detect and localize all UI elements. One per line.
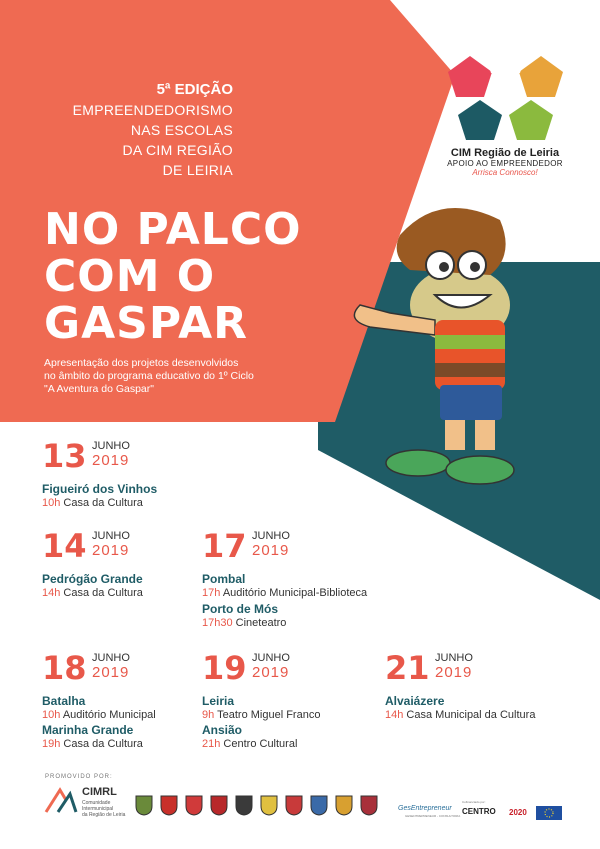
event-location: Auditório Municipal	[62, 709, 156, 721]
gaspar-mascot-illustration	[340, 195, 560, 495]
edition-line: DE LEIRIA	[162, 162, 233, 178]
edition-line: DA CIM REGIÃO	[122, 142, 233, 158]
subtitle-line: Apresentação dos projetos desenvolvidos	[44, 357, 239, 369]
event-day: 18	[42, 649, 87, 687]
event-day: 17	[202, 527, 247, 565]
event-location: Centro Cultural	[223, 738, 298, 750]
event-place: Leiria	[202, 694, 235, 708]
event-location: Auditório Municipal-Biblioteca	[222, 587, 368, 599]
cofinanced-label: Cofinanciado por:	[462, 800, 486, 804]
event-year: 2019	[435, 664, 473, 681]
title-line: COM O	[44, 251, 216, 302]
event-month: JUNHO	[92, 652, 130, 664]
event-time: 14h	[42, 587, 61, 599]
promoted-by-label: PROMOVIDO POR:	[45, 774, 113, 780]
subtitle-line: "A Aventura do Gaspar"	[44, 383, 154, 395]
gesentrepreneur-logo: GesEntrepreneur	[398, 805, 452, 812]
event-detail	[202, 587, 367, 600]
event-time: 21h	[202, 738, 221, 750]
event-place: Ansião	[202, 723, 243, 737]
title-line: GASPAR	[44, 298, 248, 349]
event-year: 2019	[92, 542, 130, 559]
event-day: 13	[42, 437, 87, 475]
event-location: Casa Municipal da Cultura	[406, 709, 536, 721]
event-detail	[42, 738, 143, 751]
event-year: 2019	[92, 452, 130, 469]
cimrl-logo-icon	[44, 784, 78, 816]
event-detail	[202, 738, 297, 751]
event-location: Casa da Cultura	[63, 738, 143, 750]
cim-logo-tagline: APOIO AO EMPREENDEDOR	[447, 159, 563, 168]
event-month: JUNHO	[252, 530, 290, 542]
event-detail	[42, 587, 143, 600]
cim-logo-name: CIM Região de Leiria	[450, 147, 560, 159]
event-detail	[42, 709, 156, 722]
event-month: JUNHO	[252, 652, 290, 664]
cim-logo-slogan: Arrisca Connosco!	[472, 168, 538, 177]
event-day: 14	[42, 527, 87, 565]
event-month: JUNHO	[92, 440, 130, 452]
logo-petal	[483, 40, 528, 73]
event-detail	[202, 617, 286, 630]
cimrl-name: CIMRL	[82, 786, 117, 798]
event-year: 2019	[92, 664, 130, 681]
event-place: Pombal	[202, 572, 246, 586]
municipal-crest-icon	[360, 794, 378, 816]
centro-logo: CENTRO	[462, 807, 496, 816]
event-day: 19	[202, 649, 247, 687]
municipal-crest-icon	[210, 794, 228, 816]
event-time: 19h	[42, 738, 61, 750]
event-place: Marinha Grande	[42, 723, 134, 737]
logo-petal	[448, 56, 492, 97]
municipal-crest-icon	[310, 794, 328, 816]
edition-line: NAS ESCOLAS	[130, 122, 233, 138]
municipal-crest-icon	[135, 794, 153, 816]
event-place: Pedrógão Grande	[42, 572, 143, 586]
cim-logo-text	[440, 147, 570, 177]
municipal-crest-icon	[285, 794, 303, 816]
edition-block	[18, 80, 233, 180]
title-line: NO PALCO	[44, 204, 302, 255]
municipal-crest-icon	[235, 794, 253, 816]
poster-title	[44, 206, 302, 347]
municipal-crest-icon	[185, 794, 203, 816]
logo-petal	[509, 100, 553, 140]
event-day: 21	[385, 649, 430, 687]
event-month: JUNHO	[435, 652, 473, 664]
event-year: 2019	[252, 664, 290, 681]
municipal-crest-icon	[260, 794, 278, 816]
event-detail	[202, 709, 320, 722]
event-time: 14h	[385, 709, 404, 721]
cimrl-subtitle-line: Intermunicipal	[82, 806, 114, 812]
municipal-crest-icon	[160, 794, 178, 816]
event-place: Alvaiázere	[385, 694, 445, 708]
event-location: Casa da Cultura	[63, 497, 143, 509]
event-time: 10h	[42, 497, 61, 509]
cimrl-subtitle-line: Comunidade	[82, 800, 111, 806]
poster-subtitle	[44, 357, 254, 396]
cim-flower-logo	[448, 40, 563, 145]
edition-line: EMPREENDEDORISMO	[72, 102, 233, 118]
event-time: 9h	[202, 709, 215, 721]
event-location: Cineteatro	[235, 617, 287, 629]
municipal-crest-icon	[335, 794, 353, 816]
cimrl-subtitle-line: da Região de Leiria	[82, 812, 126, 818]
event-detail	[385, 709, 535, 722]
event-time: 17h	[202, 587, 221, 599]
cimrl-subtitle	[82, 800, 125, 818]
event-detail	[42, 497, 143, 510]
logo-petal	[458, 100, 502, 140]
subtitle-line: no âmbito do programa educativo do 1º Ciclo	[44, 370, 254, 382]
eu-flag-icon	[536, 806, 562, 820]
event-time: 10h	[42, 709, 61, 721]
logo-petal	[519, 56, 563, 97]
event-year: 2019	[252, 542, 290, 559]
portugal2020-logo: 2020	[509, 808, 527, 817]
event-place: Batalha	[42, 694, 86, 708]
event-month: JUNHO	[92, 530, 130, 542]
event-location: Teatro Miguel Franco	[217, 709, 321, 721]
event-time: 17h30	[202, 617, 233, 629]
gesentrepreneur-subtitle: GESENTREPRENEUR - CONSULTORIA	[405, 814, 461, 818]
event-place: Figueiró dos Vinhos	[42, 482, 158, 496]
edition-number: 5ª EDIÇÃO	[156, 81, 233, 98]
event-location: Casa da Cultura	[63, 587, 143, 599]
event-place: Porto de Mós	[202, 602, 279, 616]
